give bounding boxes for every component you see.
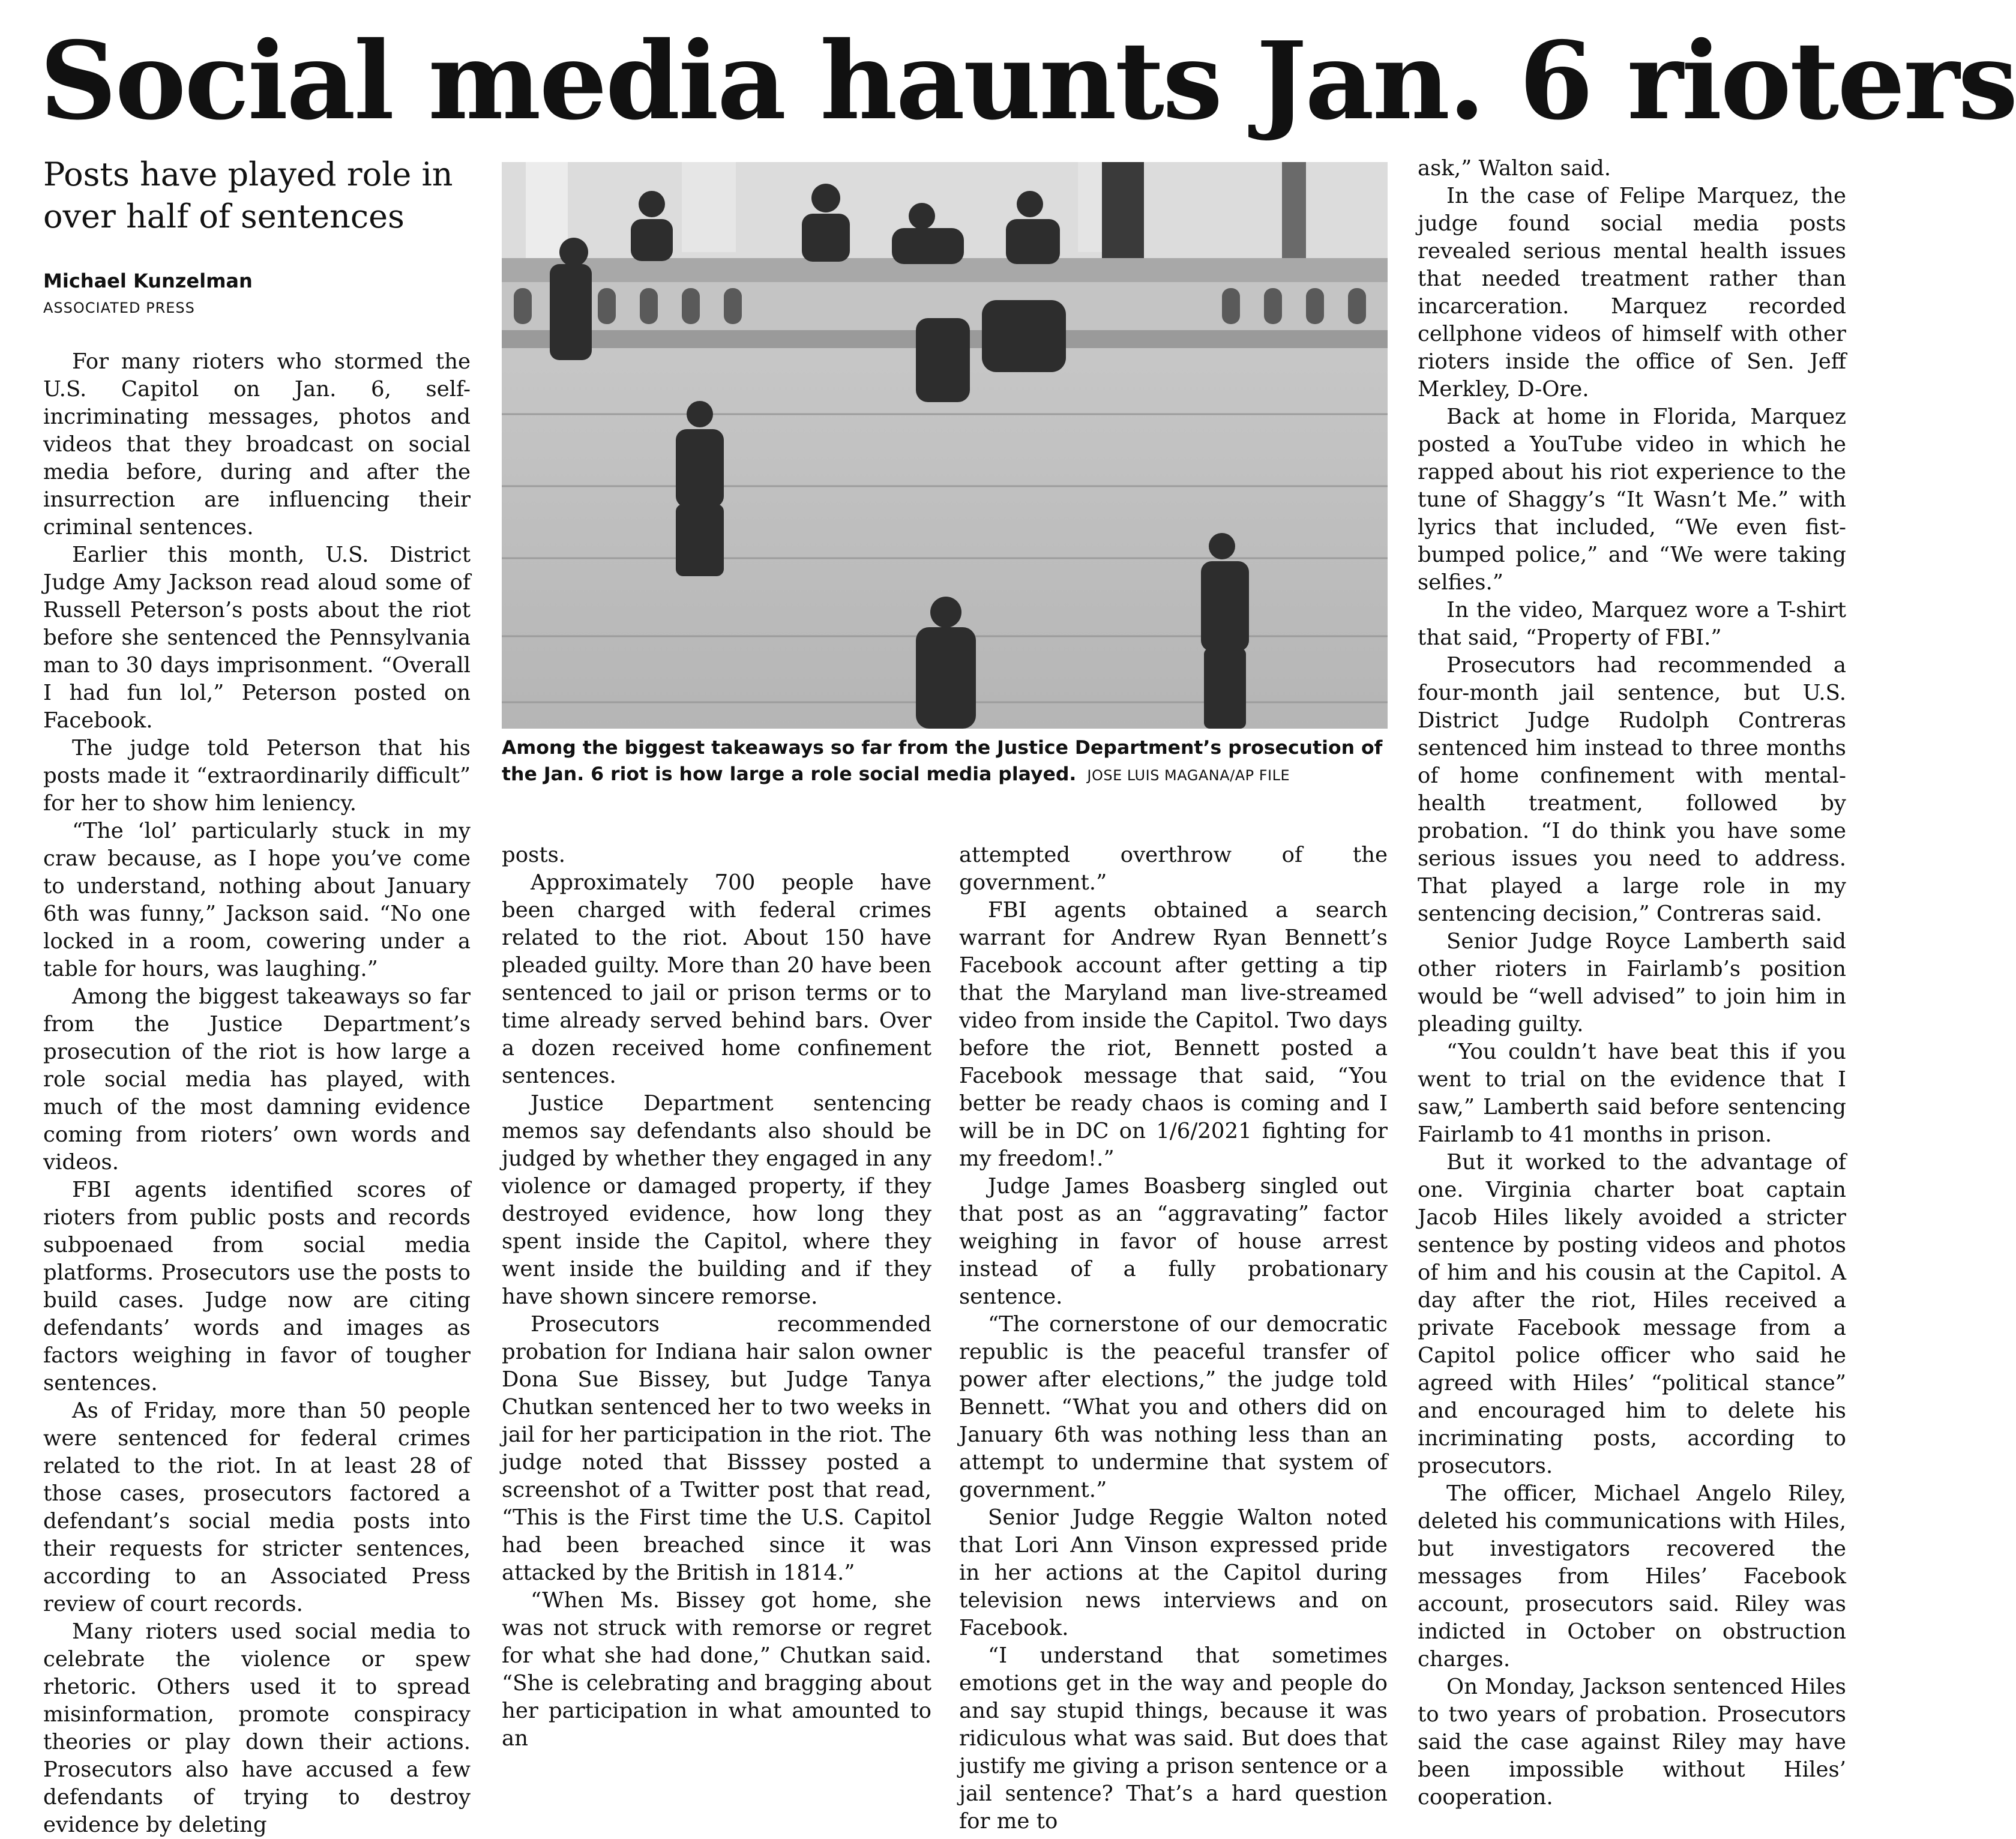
paragraph: attempted overthrow of the government.”: [959, 843, 1388, 895]
paragraph: posts.: [502, 843, 566, 867]
paragraph: “The cornerstone of our democratic republic is the peaceful transfer of power after elections,” the judge told Bennett. “What you and others did on January 6th was nothing less than an attempt to undermine that system of government.”: [959, 1312, 1388, 1502]
paragraph: In the video, Marquez wore a T-shirt that said, “Property of FBI.”: [1418, 598, 1846, 650]
article-column-1: [43, 348, 471, 1837]
byline: Michael Kunzelman: [43, 269, 253, 292]
paragraph: “I understand that sometimes emotions get in the way and people do and say stupid things, because it was ridiculous what was said. But does that justify me giving a prison sentence or a jail sentence? That’s a hard question for me to: [959, 1643, 1388, 1834]
paragraph: “When Ms. Bissey got home, she was not struck with remorse or regret for what she had done,” Chutkan said. “She is celebrating and bragging about her participation in what amounted to an: [502, 1588, 931, 1751]
paragraph: The officer, Michael Angelo Riley, deleted his communications with Hiles, but investigators recovered the messages from Hiles’ Facebook account, prosecutors said. Riley was indicted in October on obstruction charges.: [1418, 1481, 1846, 1672]
agency-credit: ASSOCIATED PRESS: [43, 299, 195, 316]
paragraph: “You couldn’t have beat this if you went to trial on the evidence that I saw,” Lamberth said before sentencing Fairlamb to 41 months in prison.: [1418, 1040, 1846, 1147]
paragraph: Judge James Boasberg singled out that post as an “aggravating” factor weighing in favor of house arrest instead of a fully probationary sentence.: [959, 1174, 1388, 1309]
paragraph: As of Friday, more than 50 people were sentenced for federal crimes related to the riot. In at least 28 of those cases, prosecutors factored a defendant’s social media posts into their requests for stricter sentences, according to an Associated Press review of court records.: [43, 1398, 471, 1616]
photo-illustration: [502, 162, 1388, 729]
photo-credit: JOSE LUIS MAGANA/AP FILE: [1087, 767, 1290, 784]
paragraph: Approximately 700 people have been charged with federal crimes related to the riot. About 150 have pleaded guilty. More than 20 have been sentenced to jail or prison terms or to time already served behind bars. Over a dozen received home confinement sentences.: [502, 870, 931, 1088]
paragraph: ask,” Walton said.: [1418, 156, 1611, 181]
paragraph: Among the biggest takeaways so far from the Justice Department’s prosecution of the riot is how large a role social media has played, with much of the most damning evidence coming from rioters’ own words and videos.: [43, 984, 471, 1175]
paragraph: Senior Judge Reggie Walton noted that Lori Ann Vinson expressed pride in her actions at the Capitol during television news interviews and on Facebook.: [959, 1505, 1388, 1640]
deck-subheadline: Posts have played role in over half of sentences: [43, 155, 453, 235]
capitol-wall-photo: [502, 162, 1388, 729]
paragraph: Many rioters used social media to celebrate the violence or spew rhetoric. Others used it to spread misinformation, promote conspiracy theories or play down their actions. Prosecutors also have accused a few defendants of trying to destroy evidence by deleting: [43, 1619, 471, 1837]
paragraph: Senior Judge Royce Lamberth said other rioters in Fairlamb’s position would be “well advised” to join him in pleading guilty.: [1418, 929, 1846, 1037]
article-column-2: [502, 841, 931, 1765]
paragraph: FBI agents identified scores of rioters from public posts and records subpoenaed from social media platforms. Prosecutors use the posts to build cases. Judge now are citing defendants’ words and images as factors weighing in favor of tougher sentences.: [43, 1178, 471, 1395]
paragraph: “The ‘lol’ particularly stuck in my craw because, as I hope you’ve come to understand, nothing about January 6th was funny,” Jackson said. “No one locked in a room, cowering under a table for hours, was laughing.”: [43, 819, 471, 981]
paragraph: In the case of Felipe Marquez, the judge found social media posts revealed serious mental health issues that needed treatment rather than incarceration. Marquez recorded cellphone videos of himself with other rioters inside the office of Sen. Jeff Merkley, D-Ore.: [1418, 184, 1846, 402]
paragraph: Prosecutors recommended probation for Indiana hair salon owner Dona Sue Bissey, but Judge Tanya Chutkan sentenced her to two weeks in jail for her participation in the riot. The judge noted that Bisssey posted a screenshot of a Twitter post that read, “This is the First time the U.S. Capitol had been breached since it was attacked by the British in 1814.”: [502, 1312, 931, 1585]
paragraph: Back at home in Florida, Marquez posted a YouTube video in which he rapped about his riot experience to the tune of Shaggy’s “It Wasn’t Me.” with lyrics that included, “We even fist-bumped police,” and “We were taking selfies.”: [1418, 405, 1846, 595]
article-column-4: [1418, 155, 1846, 1810]
photo-caption: [502, 735, 1390, 789]
paragraph: The judge told Peterson that his posts made it “extraordinarily difficult” for her to show him leniency.: [43, 736, 471, 816]
paragraph: Earlier this month, U.S. District Judge Amy Jackson read aloud some of Russell Peterson’s posts about the riot before she sentenced the Pennsylvania man to 30 days imprisonment. “Overall I had fun lol,” Peterson posted on Facebook.: [43, 543, 471, 733]
paragraph: On Monday, Jackson sentenced Hiles to two years of probation. Prosecutors said the case against Riley may have been impossible without Hiles’ cooperation.: [1418, 1675, 1846, 1810]
paragraph: Prosecutors had recommended a four-month jail sentence, but U.S. District Judge Rudolph Contreras sentenced him instead to three months of home confinement with mental-health treatment, followed by probation. “I do think you have some serious issues you need to address. That played a large role in my sentencing decision,” Contreras said.: [1418, 653, 1846, 926]
paragraph: FBI agents obtained a search warrant for Andrew Ryan Bennett’s Facebook account after getting a tip that the Maryland man live-streamed video from inside the Capitol. Two days before the riot, Bennett posted a Facebook message that said, “You better be ready chaos is coming and I will be in DC on 1/6/2021 fighting for my freedom!.”: [959, 898, 1388, 1171]
caption-text: Among the biggest takeaways so far from the Justice Department’s prosecution of the Jan. 6 riot is how large a role social media played.: [502, 737, 1383, 785]
headline: Social media haunts Jan. 6 rioters: [40, 18, 2016, 143]
paragraph: But it worked to the advantage of one. Virginia charter boat captain Jacob Hiles likely avoided a stricter sentence by posting videos and photos of him and his cousin at the Capitol. A day after the riot, Hiles received a private Facebook message from a Capitol police officer who said he agreed with Hiles’ “political stance” and encouraged him to delete his incriminating posts, according to prosecutors.: [1418, 1150, 1846, 1478]
article-column-3: [959, 841, 1388, 1834]
paragraph: Justice Department sentencing memos say defendants also should be judged by whether they engaged in any violence or damaged property, if they destroyed evidence, how long they spent inside the Capitol, where they went inside the building and if they have shown sincere remorse.: [502, 1091, 931, 1309]
paragraph: For many rioters who stormed the U.S. Capitol on Jan. 6, self-incriminating messages, photos and videos that they broadcast on social media before, during and after the insurrection are influencing their criminal sentences.: [43, 349, 471, 540]
